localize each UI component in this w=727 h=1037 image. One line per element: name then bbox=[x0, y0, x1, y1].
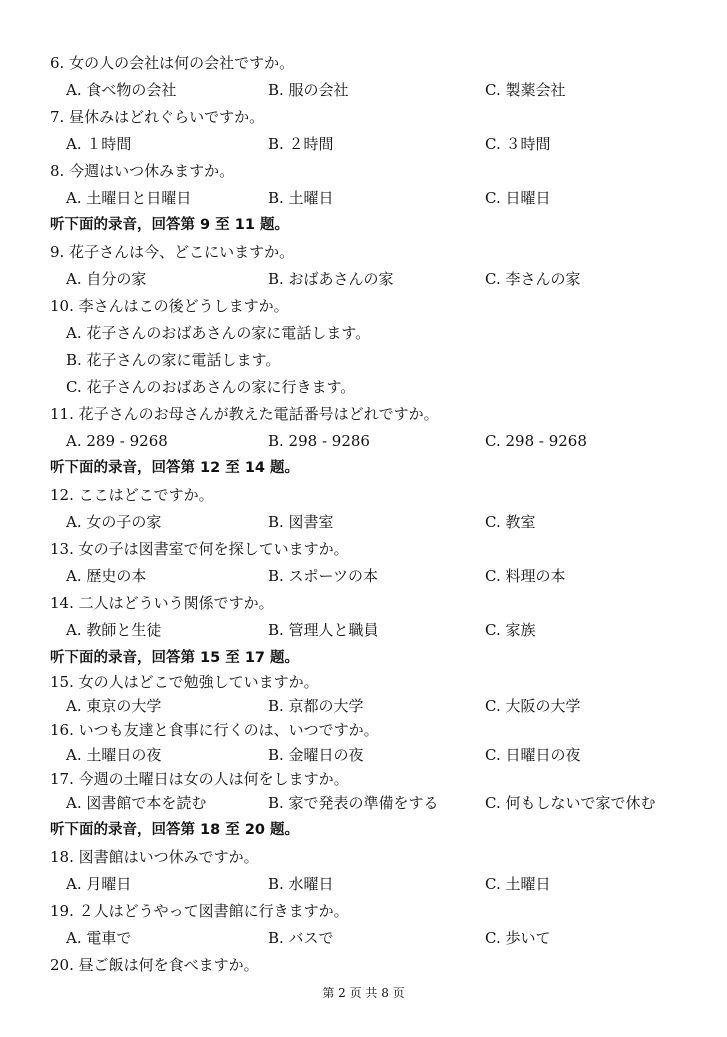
option-c: C. 歩いて bbox=[485, 929, 551, 947]
question-9: 9. 花子さんは今、どこにいますか。 bbox=[50, 243, 295, 261]
option-b: B. 服の会社 bbox=[268, 81, 349, 99]
option-a: A. １時間 bbox=[66, 135, 132, 153]
question-13: 13. 女の子は図書室で何を探していますか。 bbox=[50, 540, 349, 558]
question-14: 14. 二人はどういう関係ですか。 bbox=[50, 594, 274, 612]
option-c: C. 何もしないで家で休む bbox=[485, 794, 656, 812]
option-c: C. 日曜日 bbox=[485, 189, 551, 207]
option-c: C. 家族 bbox=[485, 621, 536, 639]
option-a: A. 東京の大学 bbox=[66, 697, 162, 715]
option-c: C. 土曜日 bbox=[485, 875, 551, 893]
option-a: A. 289 - 9268 bbox=[66, 432, 168, 450]
question-20: 20. 昼ご飯は何を食べますか。 bbox=[50, 956, 259, 974]
option-b: B. 京都の大学 bbox=[268, 697, 364, 715]
section-heading: 听下面的录音，回答第 12 至 14 题。 bbox=[50, 460, 300, 476]
option-b: B. 土曜日 bbox=[268, 189, 334, 207]
question-12: 12. ここはどこですか。 bbox=[50, 486, 214, 504]
option-b: B. 家で発表の準備をする bbox=[268, 794, 439, 812]
option-b: B. 298 - 9286 bbox=[268, 432, 370, 450]
option-a: A. 女の子の家 bbox=[66, 513, 162, 531]
option-a: A. 月曜日 bbox=[66, 875, 132, 893]
option-a: A. 土曜日と日曜日 bbox=[66, 189, 192, 207]
question-18: 18. 図書館はいつ休みですか。 bbox=[50, 848, 259, 866]
question-7: 7. 昼休みはどれぐらいですか。 bbox=[50, 108, 265, 126]
question-17: 17. 今週の土曜日は女の人は何をしますか。 bbox=[50, 770, 349, 788]
question-6: 6. 女の人の会社は何の会社ですか。 bbox=[50, 54, 295, 72]
option-c: C. 大阪の大学 bbox=[485, 697, 581, 715]
question-15: 15. 女の人はどこで勉強していますか。 bbox=[50, 673, 319, 691]
option-a: A. 電車で bbox=[66, 929, 132, 947]
option-b: B. 花子さんの家に電話します。 bbox=[66, 351, 281, 369]
question-11: 11. 花子さんのお母さんが教えた電話番号はどれですか。 bbox=[50, 405, 439, 423]
option-b: B. 金曜日の夜 bbox=[268, 746, 364, 764]
option-c: C. 教室 bbox=[485, 513, 536, 531]
option-a: A. 土曜日の夜 bbox=[66, 746, 162, 764]
option-a: A. 花子さんのおばあさんの家に電話します。 bbox=[66, 324, 371, 342]
option-a: A. 自分の家 bbox=[66, 270, 147, 288]
section-heading: 听下面的录音，回答第 18 至 20 题。 bbox=[50, 822, 300, 838]
option-b: B. 図書室 bbox=[268, 513, 334, 531]
option-c: C. 製薬会社 bbox=[485, 81, 566, 99]
option-a: A. 食べ物の会社 bbox=[66, 81, 177, 99]
option-b: B. ２時間 bbox=[268, 135, 334, 153]
option-b: B. スポーツの本 bbox=[268, 567, 378, 585]
option-c: C. 花子さんのおばあさんの家に行きます。 bbox=[66, 378, 356, 396]
option-b: B. おばあさんの家 bbox=[268, 270, 394, 288]
option-a: A. 歴史の本 bbox=[66, 567, 147, 585]
section-heading: 听下面的录音，回答第 9 至 11 题。 bbox=[50, 217, 289, 233]
page-number: 第 2 页 共 8 页 bbox=[322, 986, 405, 1000]
section-heading: 听下面的录音，回答第 15 至 17 题。 bbox=[50, 650, 300, 666]
option-c: C. 李さんの家 bbox=[485, 270, 581, 288]
option-c: C. 料理の本 bbox=[485, 567, 566, 585]
question-8: 8. 今週はいつ休みますか。 bbox=[50, 162, 235, 180]
option-b: B. 管理人と職員 bbox=[268, 621, 379, 639]
option-a: A. 教師と生徒 bbox=[66, 621, 162, 639]
option-b: B. 水曜日 bbox=[268, 875, 334, 893]
option-c: C. ３時間 bbox=[485, 135, 551, 153]
option-b: B. バスで bbox=[268, 929, 334, 947]
option-c: C. 298 - 9268 bbox=[485, 432, 587, 450]
question-19: 19. ２人はどうやって図書館に行きますか。 bbox=[50, 902, 349, 920]
option-c: C. 日曜日の夜 bbox=[485, 746, 581, 764]
question-10: 10. 李さんはこの後どうしますか。 bbox=[50, 297, 289, 315]
option-a: A. 図書館で本を読む bbox=[66, 794, 207, 812]
question-16: 16. いつも友達と食事に行くのは、いつですか。 bbox=[50, 721, 379, 739]
